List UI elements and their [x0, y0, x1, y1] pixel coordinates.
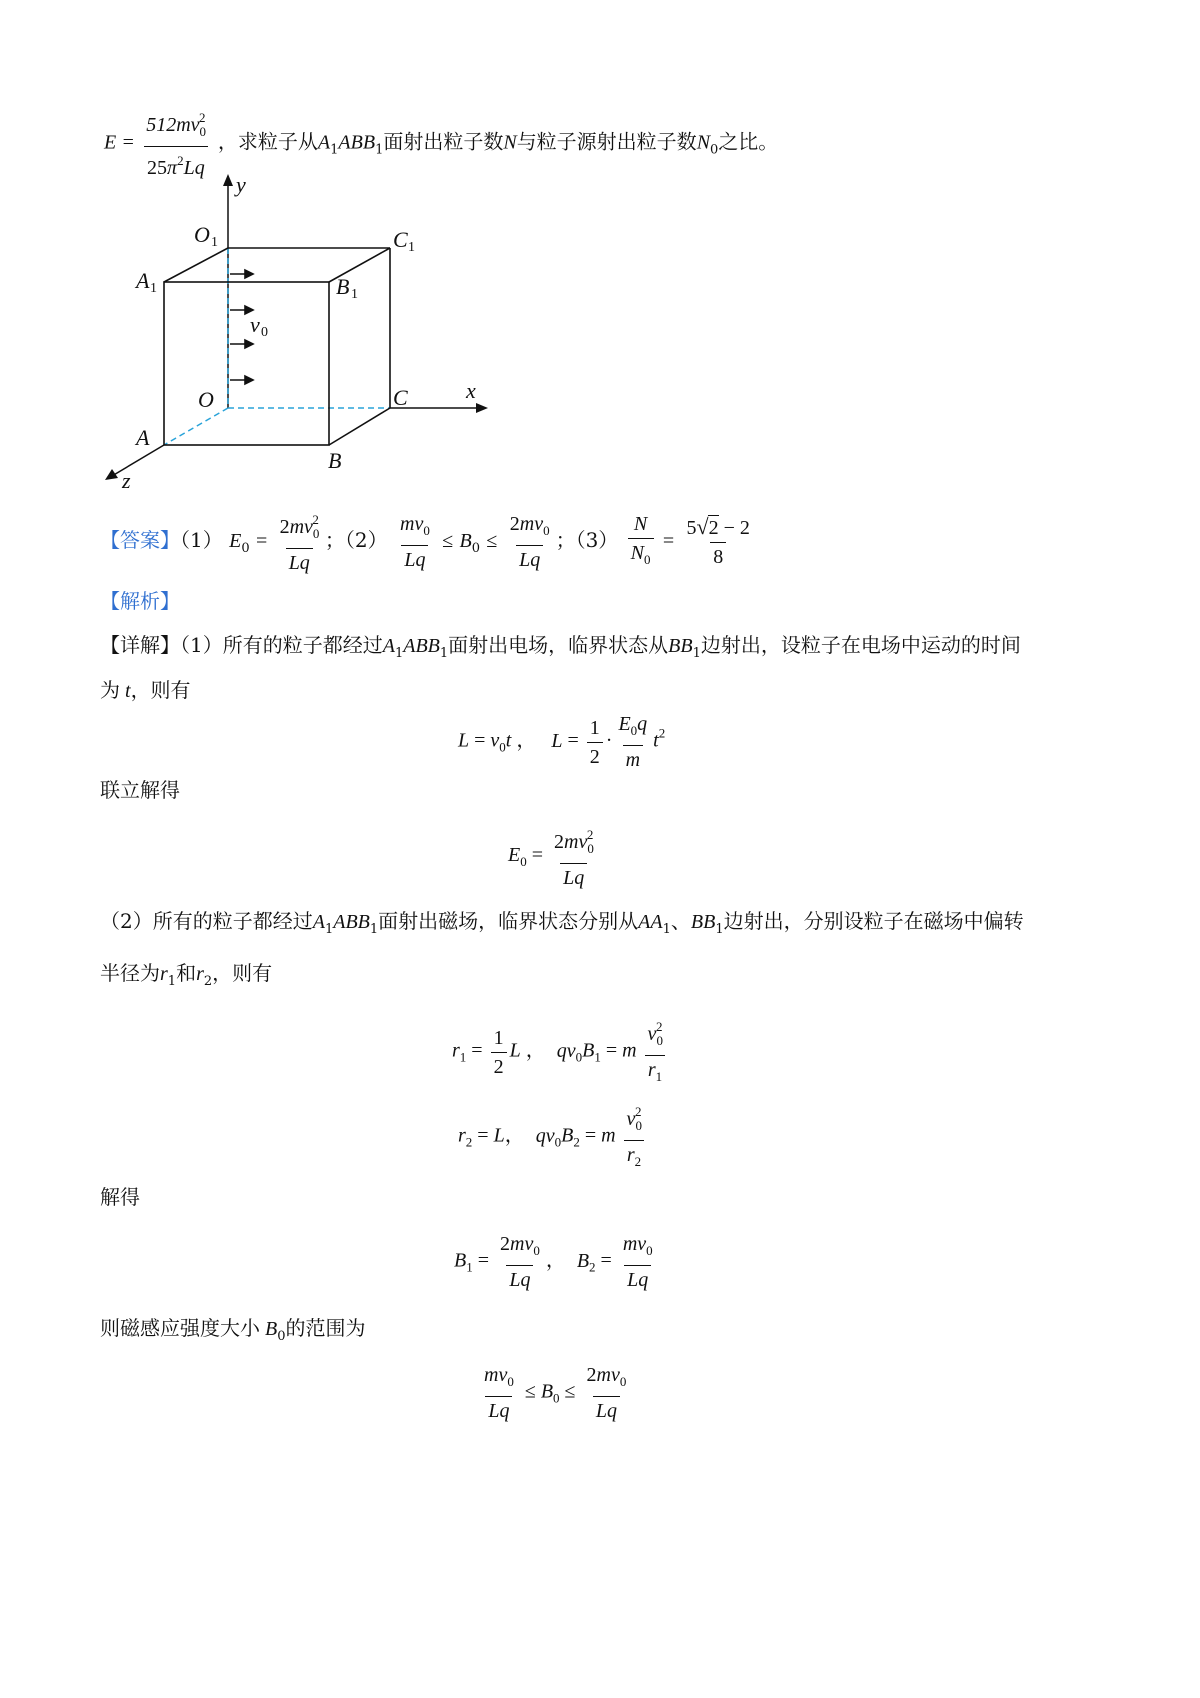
equation-4: $r_2 = L$， $qv_0B_2 = m$ $\frac{v_0^2}{r_2}$	[458, 1100, 647, 1174]
equation-5: $B_1$ = $\frac{2mv_0}{Lq}$ ， $B_2$ = $\frac{mv_0}{Lq}$	[454, 1233, 653, 1291]
detail-text: 和	[176, 961, 197, 985]
detail-part2-line2: 半径为$r_1$和$r_2$，则有	[100, 961, 273, 989]
intro-line: E = $\frac{512mv_0^2}{25\pi^2Lq}$ ，求粒子从$A_1ABB_1$面射出粒子数N与粒子源射出粒子数$N_0$之比。	[104, 106, 1104, 166]
intro-text3: 与粒子源射出粒子数	[516, 129, 697, 154]
label-x: x	[466, 378, 476, 403]
answer-part3: ；（3）	[555, 528, 619, 552]
analysis-tag: 【解析】	[100, 589, 180, 613]
detail-part1-line1: 【详解】（1）所有的粒子都经过$A_1ABB_1$面射出电场，临界状态从$BB_1$边射出，设粒子在电场中运动的时间	[100, 633, 1021, 661]
joint-text: 联立解得	[100, 778, 180, 802]
label-O: O	[198, 387, 214, 412]
intro-fraction: $\frac{512mv_0^2}{25\pi^2Lq}$	[143, 106, 208, 180]
detail-text: 边射出，设粒子在电场中运动的时间	[700, 633, 1021, 657]
detail-part2-line1: （2）所有的粒子都经过$A_1ABB_1$面射出磁场，临界状态分别从$AA_1$、$BB_1$边射出，分别设粒子在磁场中偏转	[100, 909, 1024, 937]
detail-text: 面射出电场，临界状态从	[448, 633, 669, 657]
detail-part1-line2: 为 t，则有	[100, 678, 191, 702]
equation-1: $L = v_0t$ ， L = $\frac{1}{2}$ · $\frac{E_0q}{m}$ $t^2$	[458, 713, 666, 771]
equation-6: $\frac{mv_0}{Lq}$ ≤ $B_0$ ≤ $\frac{2mv_0}{Lq}$	[484, 1364, 627, 1422]
detail-text: ，则有	[130, 678, 191, 702]
sub-A1: 1	[150, 281, 157, 296]
label-z: z	[122, 468, 131, 493]
answer-part1: （1）	[180, 528, 223, 552]
intro-text2: 面射出粒子数	[383, 129, 504, 154]
detail-tag: 【详解】	[100, 633, 180, 657]
sub-v0: 0	[261, 325, 268, 340]
detail-text: 面射出磁场，临界状态分别从	[378, 909, 639, 933]
label-v0: v	[250, 312, 260, 337]
answer-part2: ；（2）	[324, 528, 388, 552]
label-C1: C	[393, 227, 408, 252]
cube-diagram	[100, 170, 500, 500]
sub-O1: 1	[211, 235, 218, 250]
label-A: A	[136, 425, 150, 450]
detail-text: （1）所有的粒子都经过	[180, 633, 383, 657]
label-A1: A	[136, 268, 150, 293]
sub-C1: 1	[408, 240, 415, 255]
detail-text: 半径为	[100, 961, 160, 985]
label-O1: O	[194, 222, 210, 247]
var-N0: N	[696, 131, 711, 154]
range-text: 则磁感应强度大小 $B_0$的范围为	[100, 1316, 366, 1344]
sub-B1: 1	[351, 287, 358, 302]
solve-text: 解得	[100, 1185, 140, 1209]
equation-3: $r_1$ = $\frac{1}{2}$ L ， $qv_0B_1 = m$ $\frac{v_0^2}{r_1}$	[452, 1015, 668, 1089]
answer-tag: 【答案】	[100, 528, 180, 552]
detail-text: （2）所有的粒子都经过	[100, 909, 313, 933]
label-B1: B	[336, 274, 350, 299]
detail-text: 的范围为	[285, 1316, 366, 1340]
detail-text: 则磁感应强度大小	[100, 1316, 260, 1340]
equation-2: $E_0$ = $\frac{2mv_0^2}{Lq}$	[508, 827, 594, 889]
detail-text: ，则有	[212, 961, 273, 985]
intro-text1: ，求粒子从	[217, 129, 318, 154]
label-C: C	[393, 385, 408, 410]
label-y: y	[236, 172, 246, 197]
answer-line: 【答案】（1） $E_0$ = $\frac{2mv_0^2}{Lq}$ ；（2） $\frac{mv_0}{Lq}$ ≤ $B_0$ ≤ $\frac{2mv_0}{Lq}$ ；（3） $\frac{N}{N_0}$ = $\frac{5√2 - 2}{8}$	[100, 512, 750, 574]
label-B: B	[328, 448, 342, 473]
detail-text: 、	[670, 909, 691, 933]
detail-text: 为	[100, 678, 120, 702]
intro-E: E	[104, 131, 117, 154]
intro-text4: 之比。	[718, 129, 779, 154]
var-N: N	[503, 131, 517, 154]
detail-text: 边射出，分别设粒子在磁场中偏转	[723, 909, 1024, 933]
